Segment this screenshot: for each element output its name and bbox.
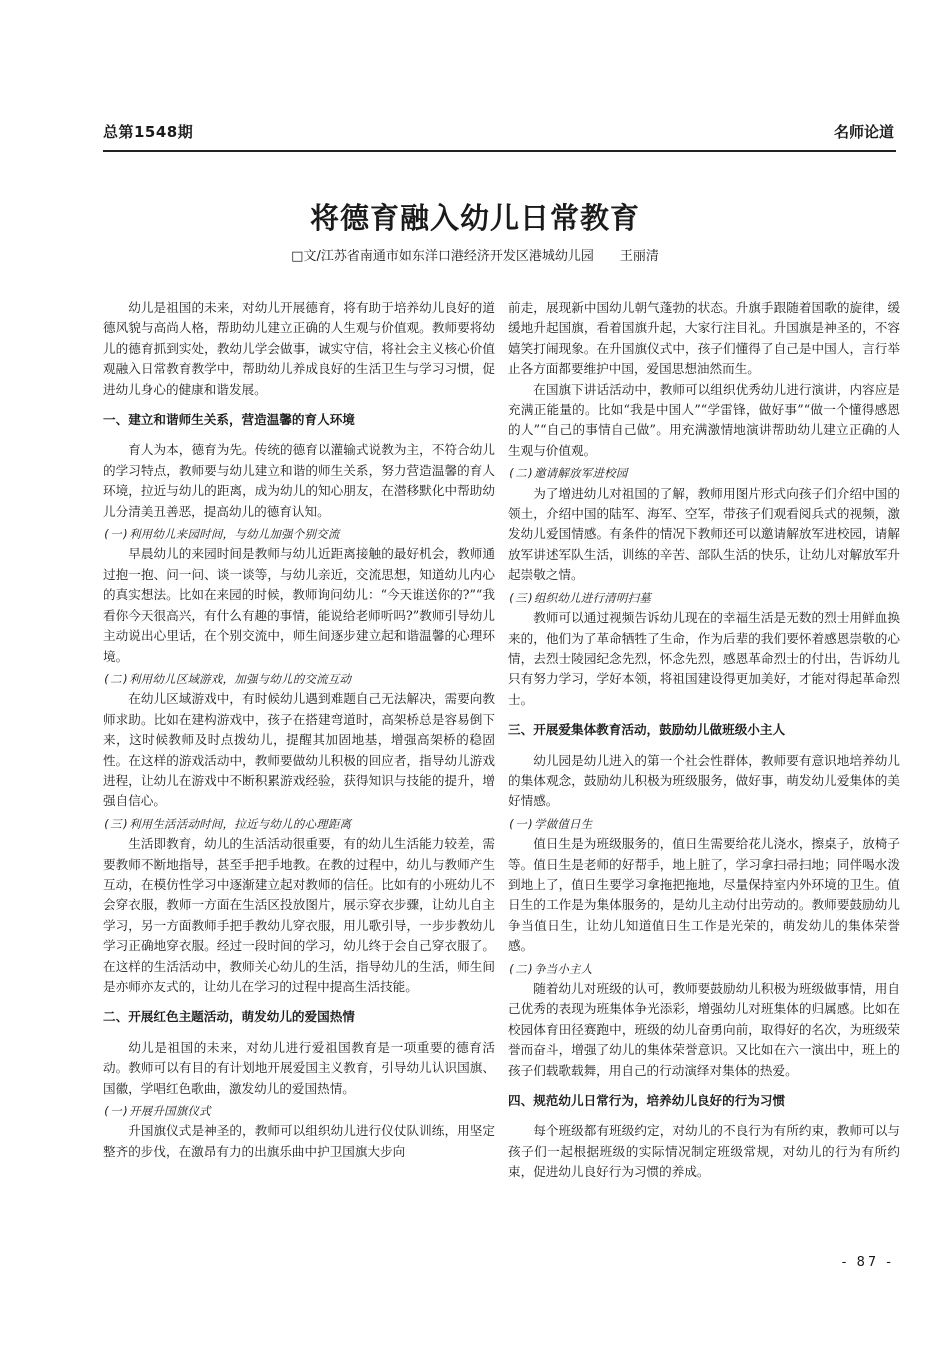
left-column [103,298,495,1162]
paragraph: 在国旗下讲话活动中，教师可以组织优秀幼儿进行演讲，内容应是充满正能量的。比如“我是中国人”“学雷锋，做好事”“做一个懂得感恩的人”“自己的事情自己做”。用充满激情地演讲帮助幼儿建立正确的人生观与价值观。 [508,381,900,458]
section-heading-1: 一、建立和谐师生关系，营造温馨的育人环境 [103,412,355,428]
paragraph: 育人为本，德育为先。传统的德育以灌输式说教为主，不符合幼儿的学习特点，教师要与幼儿建立和谐的师生关系，努力营造温馨的育人环境，拉近与幼儿的距离，成为幼儿的知心朋友，在潜移默化中帮助幼儿分清美丑善恶，提高幼儿的德育认知。 [103,442,495,519]
paragraph: 生活即教育，幼儿的生活活动很重要，有的幼儿生活能力较差，需要教师不断地指导，甚至手把手地教。在教的过程中，幼儿与教师产生互动，在模仿性学习中逐渐建立起对教师的信任。比如有的小班幼儿不会穿衣服，教师一方面在生活区投放图片，展示穿衣步骤，让幼儿自主学习，另一方面教师手把手教幼儿穿衣服，用儿歌引导，一步步教幼儿学习正确地穿衣服。经过一段时间的学习，幼儿终于会自己穿衣服了。在这样的生活活动中，教师关心幼儿的生活，指导幼儿的生活，师生间是亦师亦友式的，让幼儿在学习的过程中提高生活技能。 [103,836,495,994]
journal-issue: 总第1548期 [103,123,194,141]
paragraph: 在幼儿区域游戏中，有时候幼儿遇到难题自己无法解决，需要向教师求助。比如在建构游戏中，孩子在搭建弯道时，高架桥总是容易倒下来，这时候教师及时点拨幼儿，提醒其加固地基，增强高架桥的稳固性。在这样的游戏活动中，教师要做幼儿积极的回应者，指导幼儿游戏进程，让幼儿在游戏中不断积累游戏经验，获得知识与技能的提升，增强自信心。 [103,691,495,809]
subheading: (一)学做值日生 [508,816,593,831]
paragraph: 每个班级都有班级约定，对幼儿的不良行为有所约束，教师可以与孩子们一起根据班级的实际情况制定班级常规，对幼儿的行为有所约束，促进幼儿良好行为习惯的养成。 [508,1123,900,1180]
article-title: 将德育融入幼儿日常教育 [309,201,640,235]
page-number: - 87 - [841,1255,894,1270]
section-heading-4: 四、规范幼儿日常行为，培养幼儿良好的行为习惯 [508,1093,786,1109]
section-heading-2: 二、开展红色主题活动，萌发幼儿的爱国热情 [103,1009,355,1025]
column-name: 名师论道 [833,123,894,141]
subheading: (二)争当小主人 [508,961,593,976]
paragraph: 早晨幼儿的来园时间是教师与幼儿近距离接触的最好机会，教师通过抱一抱、问一问、谈一谈等，与幼儿亲近，交流思想，知道幼儿内心的真实想法。比如在来园的时候，教师询问幼儿：“今天谁送你的?”“我看你今天很高兴，有什么有趣的事情，能说给老师听吗?”教师引导幼儿主动说出心里话，在个别交流中，师生间逐步建立起和谐温馨的心理环境。 [103,546,495,664]
paragraph: 幼儿园是幼儿进入的第一个社会性群体，教师要有意识地培养幼儿的集体观念，鼓励幼儿积极为班级服务，做好事，萌发幼儿爱集体的美好情感。 [508,752,900,809]
paragraph: 幼儿是祖国的未来，对幼儿进行爱祖国教育是一项重要的德育活动。教师可以有目的有计划地开展爱国主义教育，引导幼儿认识国旗、国徽，学唱红色歌曲，激发幼儿的爱国热情。 [103,1039,495,1096]
section-heading-3: 三、开展爱集体教育活动，鼓励幼儿做班级小主人 [508,722,786,738]
header-divider [103,150,896,152]
right-column [508,298,900,1183]
byline [0,245,950,264]
paragraph: 值日生是为班级服务的，值日生需要给花儿浇水，擦桌子，放椅子等。值日生是老师的好帮手，地上脏了，学习拿扫帚扫地；同伴喝水泼到地上了，值日生要学习拿拖把拖地，尽量保持室内外环境的卫生。值日生的工作是为集体服务的，是幼儿主动付出劳动的。教师要鼓励幼儿争当值日生，让幼儿知道值日生工作是光荣的，萌发幼儿的集体荣誉感。 [508,836,900,954]
subheading: (一)开展升国旗仪式 [103,1104,211,1119]
byline-author: 王丽清 [619,249,659,264]
paragraph-continued: 前走，展现新中国幼儿朝气蓬勃的状态。升旗手跟随着国歌的旋律，缓缓地升起国旗，看着国旗升起，大家行注目礼。升国旗是神圣的，不容嬉笑打闹现象。在升国旗仪式中，孩子们懂得了自己是中国人，言行举止各方面都要维护中国，爱国思想油然而生。 [508,300,900,377]
intro-paragraph: 幼儿是祖国的未来，对幼儿开展德育，将有助于培养幼儿良好的道德风貌与高尚人格，帮助幼儿建立正确的人生观与价值观。教师要将幼儿的德育抓到实处，教幼儿学会做事，诚实守信，将社会主义核心价值观融入日常教育教学中，帮助幼儿养成良好的生活卫生与学习习惯，促进幼儿身心的健康和谐发展。 [103,300,495,397]
subheading: (三)组织幼儿进行清明扫墓 [508,590,651,605]
paragraph: 教师可以通过视频告诉幼儿现在的幸福生活是无数的烈士用鲜血换来的，他们为了革命牺牲了生命，作为后辈的我们要怀着感恩崇敬的心情，去烈士陵园纪念先烈，怀念先烈，感恩革命烈士的付出，告诉幼儿只有努力学习，学好本领，将祖国建设得更加美好，才能对得起革命烈士。 [508,610,900,707]
paragraph: 升国旗仪式是神圣的，教师可以组织幼儿进行仪仗队训练，用坚定整齐的步伐，在激昂有力的出旗乐曲中护卫国旗大步向 [103,1123,495,1159]
paragraph: 为了增进幼儿对祖国的了解，教师用图片形式向孩子们介绍中国的领土，介绍中国的陆军、海军、空军，带孩子们观看阅兵式的视频，激发幼儿爱国情感。有条件的情况下教师还可以邀请解放军进校园，请解放军讲述军队生活，训练的辛苦、部队生活的快乐，让幼儿对解放军升起崇敬之情。 [508,485,900,583]
subheading: (一)利用幼儿来园时间，与幼儿加强个别交流 [103,527,340,542]
byline-affiliation: □文/江苏省南通市如东洋口港经济开发区港城幼儿园 [291,249,594,264]
paragraph: 随着幼儿对班级的认可，教师要鼓励幼儿积极为班级做事情，用自己优秀的表现为班集体争光添彩，增强幼儿对班集体的归属感。比如在校园体育田径赛跑中，班级的幼儿奋勇向前，取得好的名次，为班级荣誉而奋斗，增强了幼儿的集体荣誉意识。又比如在六一演出中，班上的孩子们载歌载舞，用自己的行动演绎对集体的热爱。 [508,981,900,1078]
subheading: (二)邀请解放军进校园 [508,466,628,481]
subheading: (三)利用生活活动时间，拉近与幼儿的心理距离 [103,816,352,831]
subheading: (二)利用幼儿区域游戏，加强与幼儿的交流互动 [103,671,352,686]
